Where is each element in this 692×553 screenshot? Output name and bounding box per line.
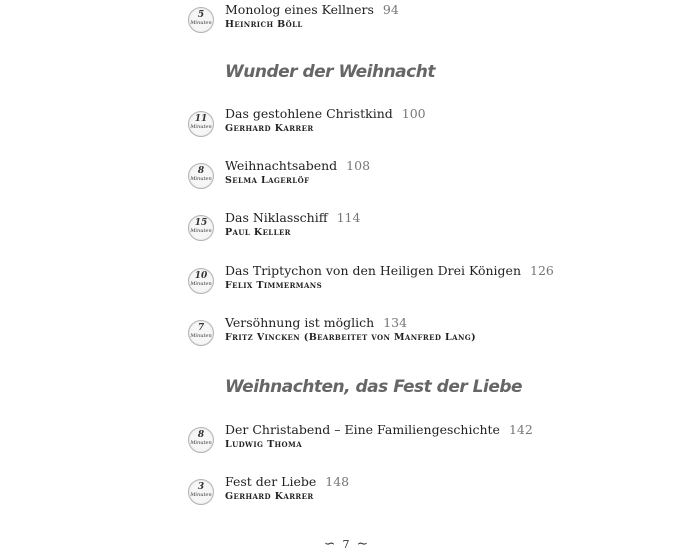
- page-number: 134: [383, 315, 408, 330]
- entry-title-line: [225, 262, 554, 280]
- entry-title-line: [225, 421, 533, 439]
- reading-time-badge-icon: [188, 427, 214, 453]
- reading-minutes: 5: [197, 10, 205, 20]
- reading-time-badge-icon: [188, 268, 214, 294]
- story-title: Der Christabend – Eine Familiengeschichte: [225, 422, 500, 437]
- reading-time-badge-icon: [188, 163, 214, 189]
- reading-minutes: 11: [194, 114, 208, 124]
- reading-time-badge-icon: [188, 320, 214, 346]
- story-title: Fest der Liebe: [225, 474, 317, 489]
- entry-title-line: [225, 314, 407, 332]
- story-author: Paul Keller: [225, 227, 291, 238]
- story-author: Gerhard Karrer: [225, 491, 314, 502]
- reading-minutes-unit: Minuten: [190, 228, 212, 234]
- reading-minutes: 3: [197, 482, 205, 492]
- entry-title-line: [225, 1, 399, 19]
- reading-minutes: 7: [197, 323, 205, 333]
- reading-time-badge-icon: [188, 215, 214, 241]
- story-author: Felix Timmermans: [225, 280, 323, 291]
- page-number: 108: [346, 158, 371, 173]
- section-heading: Wunder der Weihnacht: [225, 62, 435, 82]
- story-author: Gerhard Karrer: [225, 123, 314, 134]
- page-number: 126: [530, 263, 554, 278]
- reading-minutes: 8: [197, 430, 205, 440]
- entry-title-line: [225, 473, 349, 491]
- reading-time-badge-icon: [188, 7, 214, 33]
- reading-minutes-unit: Minuten: [190, 20, 212, 26]
- entry-title-line: [225, 157, 370, 175]
- entry-title-line: [225, 209, 360, 227]
- reading-minutes-unit: Minuten: [190, 124, 212, 130]
- reading-minutes-unit: Minuten: [190, 492, 212, 498]
- page-number: 142: [508, 422, 533, 437]
- footer-page-number: 7: [342, 538, 350, 551]
- page-footer: [0, 536, 692, 552]
- page-number: 100: [401, 106, 426, 121]
- entry-title-line: [225, 105, 426, 123]
- ornament-left-icon: ∽: [323, 536, 336, 552]
- story-title: Das Triptychon von den Heiligen Drei Königen: [225, 263, 522, 278]
- reading-time-badge-icon: [188, 111, 214, 137]
- story-title: Das gestohlene Christkind: [225, 106, 393, 121]
- reading-time-badge-icon: [188, 479, 214, 505]
- reading-minutes: 8: [197, 166, 205, 176]
- story-title: Weihnachtsabend: [225, 158, 338, 173]
- page-number: 148: [325, 474, 350, 489]
- story-title: Monolog eines Kellners: [225, 2, 374, 17]
- story-author: Selma Lagerlöf: [225, 175, 310, 186]
- reading-minutes: 10: [194, 271, 208, 281]
- story-author: Ludwig Thoma: [225, 439, 303, 450]
- story-title: Versöhnung ist möglich: [225, 315, 375, 330]
- ornament-right-icon: ∼: [356, 536, 369, 552]
- story-author: Heinrich Böll: [225, 19, 303, 30]
- reading-minutes: 15: [194, 218, 208, 228]
- story-author: Fritz Vincken (Bearbeitet von Manfred Lang): [225, 332, 477, 343]
- reading-minutes-unit: Minuten: [190, 333, 212, 339]
- reading-minutes-unit: Minuten: [190, 281, 212, 287]
- page-number: 94: [382, 2, 399, 17]
- section-heading: Weihnachten, das Fest der Liebe: [225, 377, 523, 397]
- story-title: Das Niklasschiff: [225, 210, 328, 225]
- reading-minutes-unit: Minuten: [190, 176, 212, 182]
- page-number: 114: [336, 210, 361, 225]
- reading-minutes-unit: Minuten: [190, 440, 212, 446]
